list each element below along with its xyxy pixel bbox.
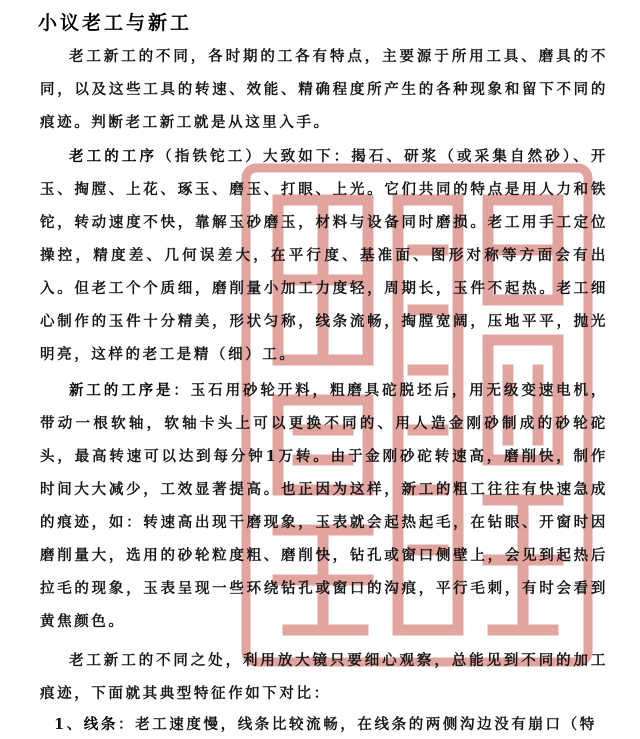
list-item-marker: 1、: [54, 716, 84, 733]
list-item-lines: [54, 708, 606, 739]
paragraph-old-process-lead: 老工的工序: [69, 148, 158, 165]
paragraph-new-process-lead: 新工的工序是: [69, 382, 174, 399]
paragraph-new-process: [40, 374, 608, 638]
paragraph-comparison: [40, 644, 608, 710]
paragraph-intro: [40, 40, 608, 139]
paragraph-old-process-text: （指铁铊工）大致如下：揭石、研浆（或采集自然砂）、开玉、掏膛、上花、琢玉、磨玉、打眼、上光。它们共同的特点是用人力和铁铊，转动速度不快，靠解玉砂磨玉，材料与设备同时磨损。老工用手工定位操控，精度差、几何误差大，在平行度、基准面、图形对称等方面会有出入。但老工个个质细，磨削量小加工力度轻，周期长，玉件不起热。老工细心制作的玉件十分精美，形状匀称，线条流畅，掏膛宽阔，压地平平，抛光明亮，这样的老工是精（细）工。: [40, 148, 609, 363]
paragraph-comparison-text: 老工新工的不同之处，利用放大镜只要细心观察，总能见到不同的加工痕迹，下面就其典型特征作如下对比：: [40, 652, 608, 702]
paragraph-intro-text: 老工新工的不同，各时期的工各有特点，主要源于所用工具、磨具的不同，以及这些工具的转速、效能、精确程度所产生的各种现象和留下不同的痕迹。判断老工新工就是从这里入手。: [40, 48, 608, 131]
paragraph-old-process: [40, 140, 608, 371]
list-item-lead: 线条: [83, 716, 118, 733]
page-title: 小议老工与新工: [38, 12, 193, 34]
paragraph-new-process-text: ：玉石用砂轮开料，粗磨具砣脱坯后，用无级变速电机，带动一根软轴，软轴卡头上可以更换不同的、用人造金刚砂制成的砂轮砣头，最高转速可以达到每分钟1万转。由于金刚砂砣转速高，磨削快，制作时间大大减少，工效显著提高。也正因为这样，新工的粗工往往有快速急成的痕迹，如：转速高出现干磨现象，玉表就会起热起毛，在钻眼、开窗时因磨削量大，选用的砂轮粒度粗、磨削快，钻孔或窗口侧壁上，会见到起热后拉毛的现象，玉表呈现一些环绕钻孔或窗口的沟痕，平行毛刺，有时会看到黄焦颜色。: [40, 382, 609, 630]
list-item-text: ：老工速度慢，线条比较流畅，在线条的两侧沟边没有崩口（特: [118, 716, 597, 733]
